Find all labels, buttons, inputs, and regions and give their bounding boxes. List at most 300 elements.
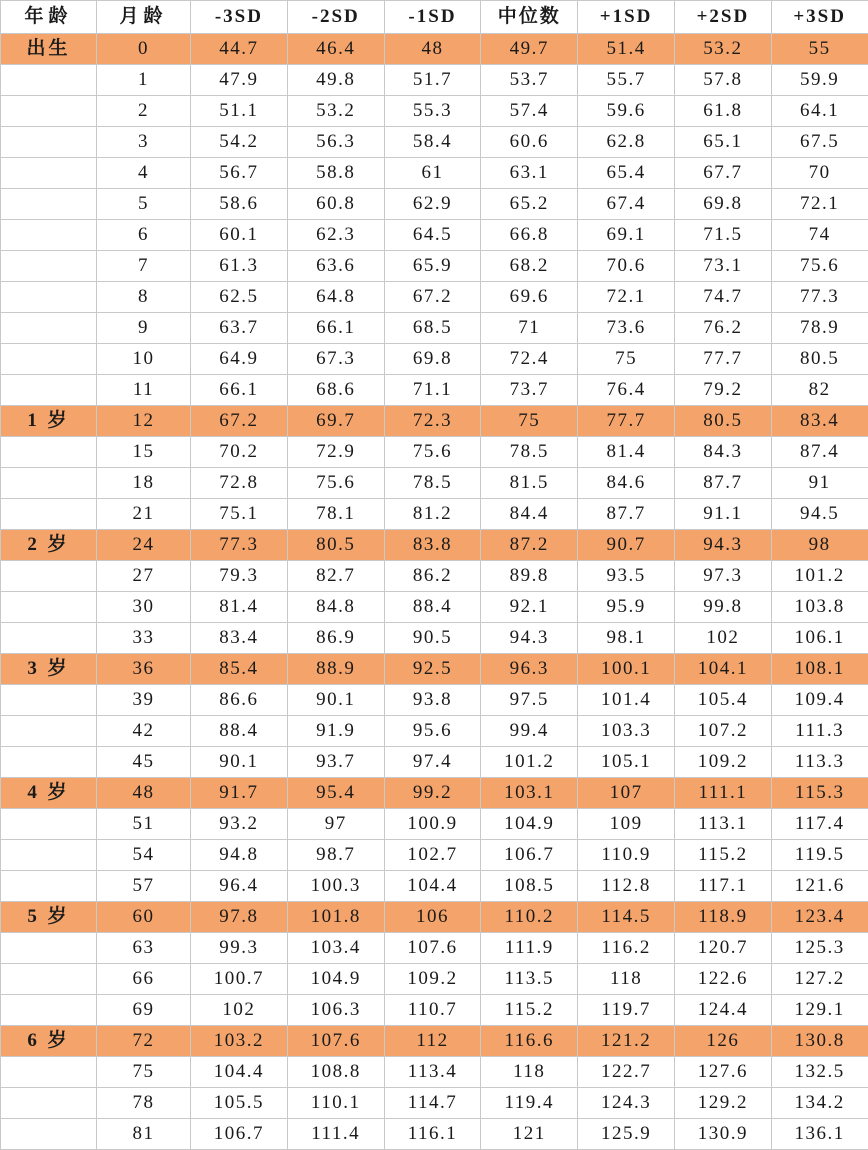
cell-value: 109.2 — [384, 964, 481, 995]
cell-value: 97.3 — [674, 561, 771, 592]
cell-value: 104.9 — [287, 964, 384, 995]
cell-value: 122.6 — [674, 964, 771, 995]
cell-month: 9 — [97, 313, 191, 344]
table-body — [1, 34, 868, 1150]
cell-value: 74.7 — [674, 282, 771, 313]
cell-value: 93.5 — [578, 561, 675, 592]
cell-age — [1, 964, 97, 995]
cell-age: 4 岁 — [1, 778, 97, 809]
cell-value: 115.2 — [674, 840, 771, 871]
cell-value: 113.1 — [674, 809, 771, 840]
column-header-plus3sd: +3SD — [771, 1, 868, 34]
cell-value: 74 — [771, 220, 868, 251]
cell-value: 117.1 — [674, 871, 771, 902]
cell-value: 65.2 — [481, 189, 578, 220]
cell-value: 75.6 — [384, 437, 481, 468]
cell-value: 93.8 — [384, 685, 481, 716]
cell-value: 97.5 — [481, 685, 578, 716]
cell-value: 94.3 — [481, 623, 578, 654]
cell-month: 6 — [97, 220, 191, 251]
table-row — [1, 220, 868, 251]
cell-value: 65.9 — [384, 251, 481, 282]
cell-value: 121 — [481, 1119, 578, 1150]
cell-month: 18 — [97, 468, 191, 499]
cell-value: 64.5 — [384, 220, 481, 251]
cell-value: 69.8 — [674, 189, 771, 220]
cell-value: 49.7 — [481, 34, 578, 65]
cell-value: 73.6 — [578, 313, 675, 344]
table-row — [1, 685, 868, 716]
cell-value: 118 — [578, 964, 675, 995]
cell-value: 75.6 — [287, 468, 384, 499]
cell-age — [1, 592, 97, 623]
table-row — [1, 96, 868, 127]
cell-age — [1, 1088, 97, 1119]
cell-month: 81 — [97, 1119, 191, 1150]
cell-month: 48 — [97, 778, 191, 809]
cell-value: 95.6 — [384, 716, 481, 747]
cell-value: 95.9 — [578, 592, 675, 623]
table-row — [1, 716, 868, 747]
cell-value: 58.6 — [191, 189, 288, 220]
cell-month: 8 — [97, 282, 191, 313]
cell-value: 99.3 — [191, 933, 288, 964]
cell-value: 108.1 — [771, 654, 868, 685]
cell-value: 111.1 — [674, 778, 771, 809]
cell-month: 3 — [97, 127, 191, 158]
cell-value: 60.1 — [191, 220, 288, 251]
cell-value: 64.9 — [191, 344, 288, 375]
cell-value: 132.5 — [771, 1057, 868, 1088]
cell-value: 99.4 — [481, 716, 578, 747]
cell-value: 78.1 — [287, 499, 384, 530]
cell-value: 93.7 — [287, 747, 384, 778]
cell-value: 62.3 — [287, 220, 384, 251]
column-header-plus2sd: +2SD — [674, 1, 771, 34]
cell-value: 73.1 — [674, 251, 771, 282]
cell-value: 88.4 — [384, 592, 481, 623]
cell-value: 63.6 — [287, 251, 384, 282]
cell-month: 60 — [97, 902, 191, 933]
cell-value: 66.1 — [287, 313, 384, 344]
cell-age — [1, 375, 97, 406]
table-row — [1, 344, 868, 375]
cell-value: 67.7 — [674, 158, 771, 189]
cell-age — [1, 871, 97, 902]
cell-value: 118.9 — [674, 902, 771, 933]
cell-age — [1, 716, 97, 747]
cell-age — [1, 189, 97, 220]
cell-value: 92.5 — [384, 654, 481, 685]
cell-value: 119.7 — [578, 995, 675, 1026]
cell-age — [1, 561, 97, 592]
cell-value: 79.2 — [674, 375, 771, 406]
cell-value: 60.6 — [481, 127, 578, 158]
table-row — [1, 127, 868, 158]
cell-value: 61.8 — [674, 96, 771, 127]
cell-value: 122.7 — [578, 1057, 675, 1088]
cell-value: 83.4 — [191, 623, 288, 654]
cell-value: 72.4 — [481, 344, 578, 375]
cell-age — [1, 251, 97, 282]
cell-age: 6 岁 — [1, 1026, 97, 1057]
table-row — [1, 871, 868, 902]
table-row — [1, 778, 868, 809]
table-row — [1, 65, 868, 96]
cell-value: 107 — [578, 778, 675, 809]
cell-value: 112 — [384, 1026, 481, 1057]
cell-age — [1, 685, 97, 716]
cell-value: 111.9 — [481, 933, 578, 964]
cell-value: 84.3 — [674, 437, 771, 468]
cell-value: 101.2 — [481, 747, 578, 778]
cell-value: 82.7 — [287, 561, 384, 592]
cell-value: 98.1 — [578, 623, 675, 654]
cell-value: 48 — [384, 34, 481, 65]
cell-value: 104.4 — [384, 871, 481, 902]
cell-value: 70 — [771, 158, 868, 189]
cell-value: 92.1 — [481, 592, 578, 623]
cell-value: 66.8 — [481, 220, 578, 251]
table-row — [1, 654, 868, 685]
cell-value: 67.5 — [771, 127, 868, 158]
cell-value: 106.3 — [287, 995, 384, 1026]
cell-age — [1, 995, 97, 1026]
cell-month: 2 — [97, 96, 191, 127]
cell-value: 81.2 — [384, 499, 481, 530]
cell-month: 66 — [97, 964, 191, 995]
cell-value: 100.3 — [287, 871, 384, 902]
table-row — [1, 964, 868, 995]
table-row — [1, 406, 868, 437]
cell-value: 125.3 — [771, 933, 868, 964]
cell-value: 111.3 — [771, 716, 868, 747]
column-header-median: 中位数 — [481, 1, 578, 34]
cell-value: 108.8 — [287, 1057, 384, 1088]
cell-value: 91.1 — [674, 499, 771, 530]
cell-value: 112.8 — [578, 871, 675, 902]
cell-value: 55.7 — [578, 65, 675, 96]
cell-value: 80.5 — [771, 344, 868, 375]
cell-month: 24 — [97, 530, 191, 561]
cell-value: 115.2 — [481, 995, 578, 1026]
table-row — [1, 933, 868, 964]
cell-value: 101.4 — [578, 685, 675, 716]
table-row — [1, 902, 868, 933]
cell-value: 77.7 — [578, 406, 675, 437]
cell-value: 94.8 — [191, 840, 288, 871]
cell-age — [1, 809, 97, 840]
cell-month: 36 — [97, 654, 191, 685]
column-header-age: 年龄 — [1, 1, 97, 34]
table-row — [1, 251, 868, 282]
cell-value: 69.7 — [287, 406, 384, 437]
cell-age — [1, 65, 97, 96]
cell-value: 80.5 — [674, 406, 771, 437]
cell-value: 71.5 — [674, 220, 771, 251]
cell-value: 79.3 — [191, 561, 288, 592]
cell-value: 119.4 — [481, 1088, 578, 1119]
cell-value: 51.1 — [191, 96, 288, 127]
cell-age — [1, 437, 97, 468]
cell-value: 115.3 — [771, 778, 868, 809]
cell-value: 61.3 — [191, 251, 288, 282]
cell-value: 120.7 — [674, 933, 771, 964]
cell-value: 62.9 — [384, 189, 481, 220]
cell-month: 30 — [97, 592, 191, 623]
cell-value: 116.6 — [481, 1026, 578, 1057]
cell-month: 39 — [97, 685, 191, 716]
cell-value: 64.1 — [771, 96, 868, 127]
cell-value: 81.4 — [191, 592, 288, 623]
cell-value: 116.2 — [578, 933, 675, 964]
cell-value: 58.4 — [384, 127, 481, 158]
cell-value: 77.3 — [771, 282, 868, 313]
cell-value: 73.7 — [481, 375, 578, 406]
cell-value: 46.4 — [287, 34, 384, 65]
cell-value: 71.1 — [384, 375, 481, 406]
cell-value: 84.8 — [287, 592, 384, 623]
cell-value: 94.3 — [674, 530, 771, 561]
cell-value: 125.9 — [578, 1119, 675, 1150]
cell-age: 3 岁 — [1, 654, 97, 685]
cell-value: 44.7 — [191, 34, 288, 65]
cell-value: 97.4 — [384, 747, 481, 778]
cell-value: 103.8 — [771, 592, 868, 623]
cell-month: 42 — [97, 716, 191, 747]
cell-month: 51 — [97, 809, 191, 840]
cell-value: 78.9 — [771, 313, 868, 344]
cell-value: 124.3 — [578, 1088, 675, 1119]
cell-value: 129.2 — [674, 1088, 771, 1119]
cell-value: 55 — [771, 34, 868, 65]
cell-value: 64.8 — [287, 282, 384, 313]
cell-value: 114.5 — [578, 902, 675, 933]
cell-value: 84.4 — [481, 499, 578, 530]
cell-value: 110.2 — [481, 902, 578, 933]
cell-value: 68.6 — [287, 375, 384, 406]
cell-value: 97.8 — [191, 902, 288, 933]
cell-month: 0 — [97, 34, 191, 65]
cell-value: 59.6 — [578, 96, 675, 127]
cell-month: 63 — [97, 933, 191, 964]
cell-value: 110.9 — [578, 840, 675, 871]
cell-value: 117.4 — [771, 809, 868, 840]
cell-value: 111.4 — [287, 1119, 384, 1150]
cell-value: 69.6 — [481, 282, 578, 313]
cell-value: 62.5 — [191, 282, 288, 313]
cell-value: 113.4 — [384, 1057, 481, 1088]
table-row — [1, 313, 868, 344]
cell-value: 103.4 — [287, 933, 384, 964]
cell-value: 70.6 — [578, 251, 675, 282]
cell-value: 121.6 — [771, 871, 868, 902]
cell-value: 110.1 — [287, 1088, 384, 1119]
cell-value: 67.4 — [578, 189, 675, 220]
cell-value: 69.8 — [384, 344, 481, 375]
table-row — [1, 437, 868, 468]
cell-age — [1, 468, 97, 499]
cell-age: 出生 — [1, 34, 97, 65]
cell-month: 1 — [97, 65, 191, 96]
cell-age — [1, 344, 97, 375]
cell-value: 136.1 — [771, 1119, 868, 1150]
cell-value: 76.2 — [674, 313, 771, 344]
cell-value: 63.1 — [481, 158, 578, 189]
table-row — [1, 530, 868, 561]
cell-value: 96.4 — [191, 871, 288, 902]
cell-value: 72.8 — [191, 468, 288, 499]
cell-value: 100.9 — [384, 809, 481, 840]
cell-value: 55.3 — [384, 96, 481, 127]
cell-month: 11 — [97, 375, 191, 406]
table-row — [1, 623, 868, 654]
cell-value: 102 — [674, 623, 771, 654]
cell-month: 12 — [97, 406, 191, 437]
cell-value: 113.3 — [771, 747, 868, 778]
cell-month: 75 — [97, 1057, 191, 1088]
cell-month: 57 — [97, 871, 191, 902]
cell-value: 49.8 — [287, 65, 384, 96]
cell-value: 81.5 — [481, 468, 578, 499]
cell-value: 65.4 — [578, 158, 675, 189]
cell-value: 75 — [481, 406, 578, 437]
cell-value: 90.1 — [287, 685, 384, 716]
cell-value: 127.2 — [771, 964, 868, 995]
table-header — [1, 1, 868, 34]
cell-value: 123.4 — [771, 902, 868, 933]
cell-age — [1, 1057, 97, 1088]
cell-age — [1, 282, 97, 313]
column-header-plus1sd: +1SD — [578, 1, 675, 34]
cell-value: 70.2 — [191, 437, 288, 468]
cell-value: 66.1 — [191, 375, 288, 406]
cell-value: 105.1 — [578, 747, 675, 778]
cell-value: 75.6 — [771, 251, 868, 282]
cell-month: 72 — [97, 1026, 191, 1057]
table-row — [1, 189, 868, 220]
cell-value: 99.8 — [674, 592, 771, 623]
cell-value: 80.5 — [287, 530, 384, 561]
table-row — [1, 1119, 868, 1150]
cell-value: 71 — [481, 313, 578, 344]
cell-value: 75 — [578, 344, 675, 375]
cell-value: 94.5 — [771, 499, 868, 530]
cell-value: 91.9 — [287, 716, 384, 747]
cell-value: 108.5 — [481, 871, 578, 902]
cell-value: 101.8 — [287, 902, 384, 933]
cell-value: 87.4 — [771, 437, 868, 468]
cell-value: 126 — [674, 1026, 771, 1057]
cell-value: 67.3 — [287, 344, 384, 375]
cell-value: 119.5 — [771, 840, 868, 871]
table-row — [1, 1057, 868, 1088]
cell-month: 15 — [97, 437, 191, 468]
table-row — [1, 282, 868, 313]
cell-value: 104.9 — [481, 809, 578, 840]
table-row — [1, 1026, 868, 1057]
cell-value: 104.4 — [191, 1057, 288, 1088]
cell-value: 109.4 — [771, 685, 868, 716]
cell-value: 78.5 — [384, 468, 481, 499]
table-row — [1, 840, 868, 871]
cell-age: 2 岁 — [1, 530, 97, 561]
cell-value: 77.3 — [191, 530, 288, 561]
cell-value: 69.1 — [578, 220, 675, 251]
cell-value: 100.1 — [578, 654, 675, 685]
cell-value: 121.2 — [578, 1026, 675, 1057]
header-row — [1, 1, 868, 34]
cell-value: 107.2 — [674, 716, 771, 747]
cell-age — [1, 623, 97, 654]
column-header-minus3sd: -3SD — [191, 1, 288, 34]
cell-value: 109.2 — [674, 747, 771, 778]
cell-value: 84.6 — [578, 468, 675, 499]
cell-value: 114.7 — [384, 1088, 481, 1119]
cell-age — [1, 499, 97, 530]
cell-value: 63.7 — [191, 313, 288, 344]
table-row — [1, 561, 868, 592]
cell-age — [1, 1119, 97, 1150]
cell-month: 54 — [97, 840, 191, 871]
cell-value: 124.4 — [674, 995, 771, 1026]
table-row — [1, 1088, 868, 1119]
cell-value: 106.7 — [481, 840, 578, 871]
cell-value: 118 — [481, 1057, 578, 1088]
cell-value: 56.7 — [191, 158, 288, 189]
cell-month: 78 — [97, 1088, 191, 1119]
cell-value: 86.2 — [384, 561, 481, 592]
cell-age — [1, 840, 97, 871]
cell-value: 91 — [771, 468, 868, 499]
cell-value: 53.7 — [481, 65, 578, 96]
cell-value: 86.9 — [287, 623, 384, 654]
cell-age — [1, 96, 97, 127]
cell-value: 105.5 — [191, 1088, 288, 1119]
cell-value: 67.2 — [384, 282, 481, 313]
cell-value: 59.9 — [771, 65, 868, 96]
cell-value: 104.1 — [674, 654, 771, 685]
cell-value: 90.5 — [384, 623, 481, 654]
cell-value: 109 — [578, 809, 675, 840]
cell-value: 102 — [191, 995, 288, 1026]
table-row — [1, 34, 868, 65]
cell-value: 87.7 — [578, 499, 675, 530]
cell-value: 72.1 — [771, 189, 868, 220]
table-row — [1, 995, 868, 1026]
cell-value: 93.2 — [191, 809, 288, 840]
cell-value: 107.6 — [384, 933, 481, 964]
cell-value: 106.7 — [191, 1119, 288, 1150]
cell-month: 45 — [97, 747, 191, 778]
cell-value: 130.8 — [771, 1026, 868, 1057]
cell-value: 91.7 — [191, 778, 288, 809]
cell-age: 5 岁 — [1, 902, 97, 933]
cell-value: 57.8 — [674, 65, 771, 96]
cell-value: 54.2 — [191, 127, 288, 158]
cell-value: 53.2 — [674, 34, 771, 65]
column-header-minus1sd: -1SD — [384, 1, 481, 34]
cell-value: 129.1 — [771, 995, 868, 1026]
cell-value: 98.7 — [287, 840, 384, 871]
cell-value: 87.2 — [481, 530, 578, 561]
cell-value: 87.7 — [674, 468, 771, 499]
cell-value: 68.5 — [384, 313, 481, 344]
cell-value: 83.8 — [384, 530, 481, 561]
cell-value: 97 — [287, 809, 384, 840]
cell-age: 1 岁 — [1, 406, 97, 437]
cell-value: 130.9 — [674, 1119, 771, 1150]
